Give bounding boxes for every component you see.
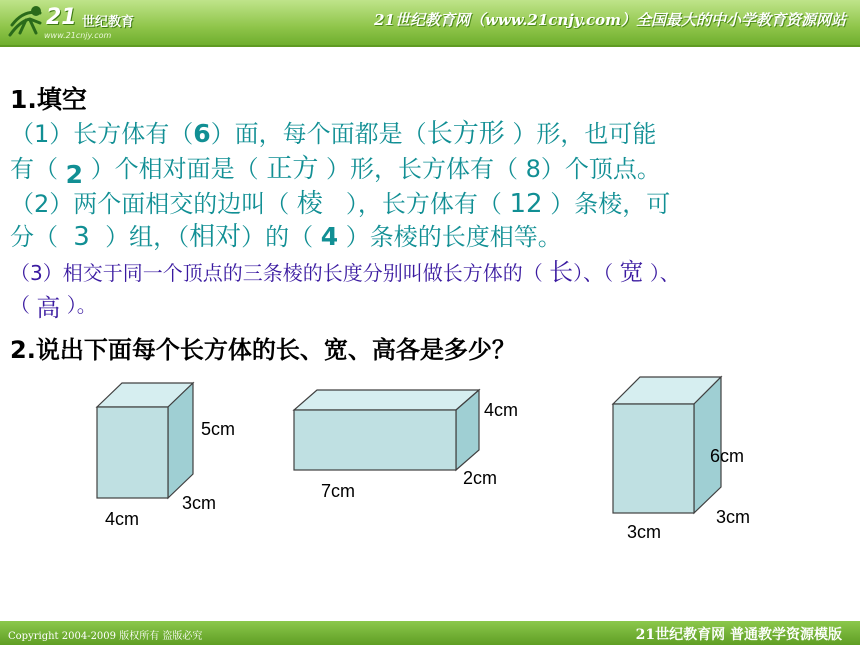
q1-l1-answer-2: 长方形	[426, 119, 505, 149]
q1-l6-text-a: （	[10, 293, 30, 317]
q1-l3-text-c: ）条棱，可	[550, 190, 671, 218]
cuboid-2	[294, 390, 479, 470]
header-slogan: 21世纪教育网（www.21cnjy.com）全国最大的中小学教育资源网站	[374, 11, 846, 29]
q1-l4-text-d: ）条棱的长度相等。	[345, 223, 562, 251]
cuboid-1-length-label: 4cm	[105, 509, 140, 529]
cuboid-2-length-label: 7cm	[321, 481, 356, 501]
footer-copyright: Copyright 2004-2009 版权所有 盗版必究	[8, 631, 203, 642]
q1-l4-answer-3: 4	[320, 222, 339, 251]
q1-l4-answer-2: 相对	[189, 222, 242, 252]
q1-l2-text-a: 有（	[10, 155, 58, 183]
cuboid-2-height-label: 4cm	[484, 400, 519, 420]
q1-l2-text-b: ）个相对面是（	[90, 155, 259, 183]
cuboid-1-width-label: 3cm	[182, 493, 217, 513]
q1-l1-text-c: ）形，也可能	[512, 120, 657, 148]
q1-l1-answer-1: 6	[193, 119, 211, 148]
question2-title: 2.说出下面每个长方体的长、宽、高各是多少？	[10, 336, 516, 364]
q1-l4-text-a: 分（	[10, 223, 58, 251]
cuboid-1-height-label: 5cm	[201, 419, 236, 439]
logo-text: 世纪教育	[82, 15, 135, 30]
cuboid-3-height-label: 6cm	[710, 446, 745, 466]
cuboid-2-top-face	[294, 390, 479, 410]
cuboid-1	[97, 383, 193, 498]
q1-l5-answer-2: 宽	[619, 258, 644, 286]
question1-title: 1.填空	[10, 85, 87, 114]
q1-l4-answer-1: 3	[73, 222, 90, 252]
q1-l2-answer-1: 2	[65, 160, 84, 189]
q1-l5-text-b: ）、（	[573, 261, 614, 285]
q1-l2-text-c: ）形，长方体有（ 8）个顶点。	[325, 155, 661, 183]
logo-url: www.21cnjy.com	[44, 31, 112, 40]
q1-l5-answer-1: 长	[549, 258, 574, 286]
logo-number: 21	[46, 5, 77, 30]
q1-l3-answer-1: 棱	[296, 189, 323, 219]
cuboid-3-width-label: 3cm	[716, 507, 751, 527]
cuboid-3	[613, 377, 721, 513]
cuboid-2-width-label: 2cm	[463, 468, 498, 488]
cuboid-2-front-face	[294, 410, 456, 470]
q1-l1-text-a: （1）长方体有（	[10, 120, 194, 148]
cuboid-3-front-face	[613, 404, 694, 513]
q1-l4-text-b: ）组，（	[105, 223, 190, 251]
q1-l5-text-a: （3）相交于同一个顶点的三条棱的长度分别叫做长方体的（	[10, 261, 543, 285]
q1-l1-text-b: ）面，每个面都是（	[210, 120, 427, 148]
q1-l5-text-c: ）、	[649, 261, 680, 285]
footer-site-text: 21世纪教育网 普通教学资源模版	[635, 627, 842, 643]
q1-l3-text-a: （2）两个面相交的边叫（	[10, 190, 290, 218]
q1-l6-answer-1: 高	[36, 294, 61, 322]
cuboid-3-length-label: 3cm	[627, 522, 662, 542]
q1-l3-text-b: ），长方体有（	[345, 190, 502, 218]
q1-l3-answer-2: 12	[509, 189, 543, 219]
q1-l4-text-c: ）的（	[241, 223, 314, 251]
cuboid-1-front-face	[97, 407, 168, 498]
q1-l2-answer-2: 正方	[266, 154, 319, 184]
footer-bar	[0, 621, 860, 645]
q1-l6-text-b: ）。	[66, 293, 97, 317]
